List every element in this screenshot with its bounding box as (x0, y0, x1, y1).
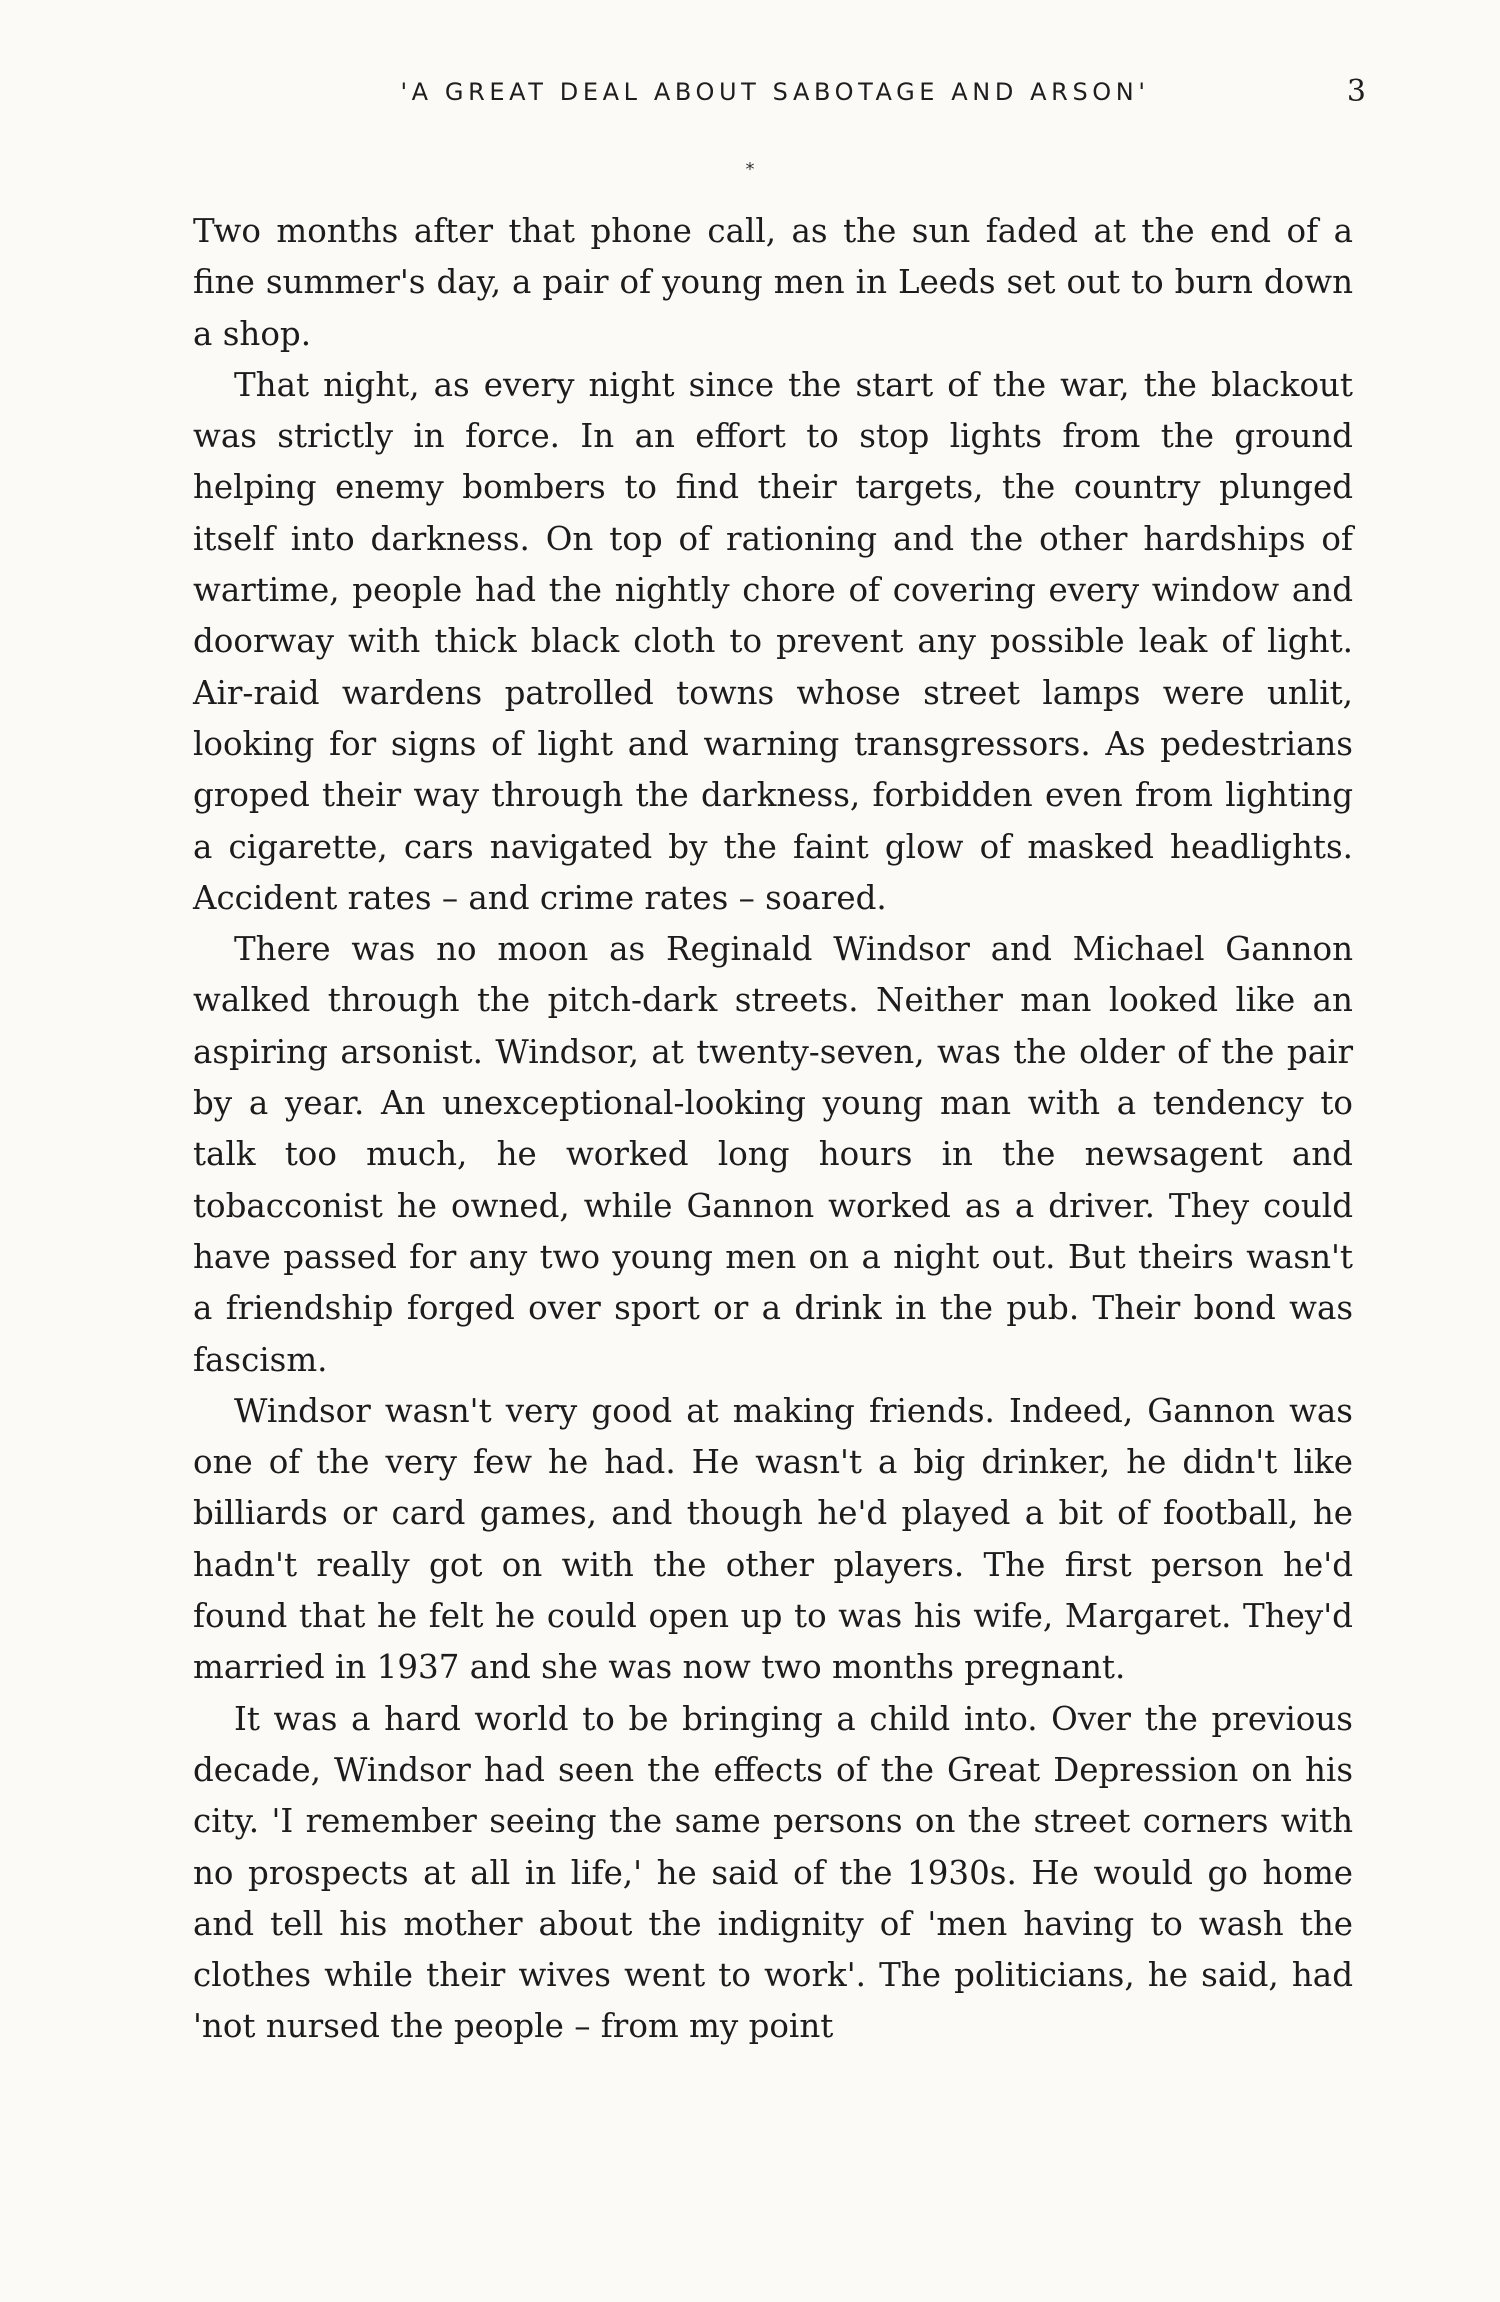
section-break: * (745, 159, 755, 180)
page-number: 3 (1346, 74, 1366, 109)
running-title: 'A GREAT DEAL ABOUT SABOTAGE AND ARSON' (400, 78, 1150, 106)
paragraph-3: There was no moon as Reginald Windsor and Michael Gannon walked through the pitch-dark streets. Neither man looked like an aspiring arsonist. Windsor, at twenty-seven, was the older of the pair by a year. An unexceptional-looking young man with a tendency to talk too much, he worked long hours in the newsagent and tobacconist he owned, while Gannon worked as a driver. They could have passed for any two young men on a night out. But theirs wasn't a friendship forged over sport or a drink in the pub. Their bond was fascism. (193, 930, 1353, 1379)
paragraph-2: That night, as every night since the start of the war, the blackout was strictly in force. In an effort to stop lights from the ground helping enemy bombers to find their targets, the country plunged itself into darkness. On top of rationing and the other hardships of wartime, people had the nightly chore of covering every window and doorway with thick black cloth to prevent any possible leak of light. Air-raid wardens patrolled towns whose street lamps were unlit, looking for signs of light and warning transgressors. As pedestrians groped their way through the darkness, forbidden even from lighting a cigarette, cars navigated by the faint glow of masked headlights. Accident rates – and crime rates – soared. (193, 365, 1353, 917)
running-head (190, 72, 1366, 112)
paragraph-4: Windsor wasn't very good at making friends. Indeed, Gannon was one of the very few he had. He wasn't a big drinker, he didn't like billiards or card games, and though he'd played a bit of football, he hadn't really got on with the other players. The first person he'd found that he felt he could open up to was his wife, Margaret. They'd married in 1937 and she was now two months pregnant. (193, 1391, 1353, 1687)
paragraph-5: It was a hard world to be bringing a child into. Over the previous decade, Windsor had seen the effects of the Great Depression on his city. 'I remember seeing the same persons on the street corners with no prospects at all in life,' he said of the 1930s. He would go home and tell his mother about the indignity of 'men having to wash the clothes while their wives went to work'. The politicians, he said, had 'not nursed the people – from my point (193, 1699, 1353, 2046)
paragraph-1: Two months after that phone call, as the sun faded at the end of a fine summer's day, a pair of young men in Leeds set out to burn down a shop. (193, 212, 1353, 353)
body-text (193, 206, 1353, 2053)
